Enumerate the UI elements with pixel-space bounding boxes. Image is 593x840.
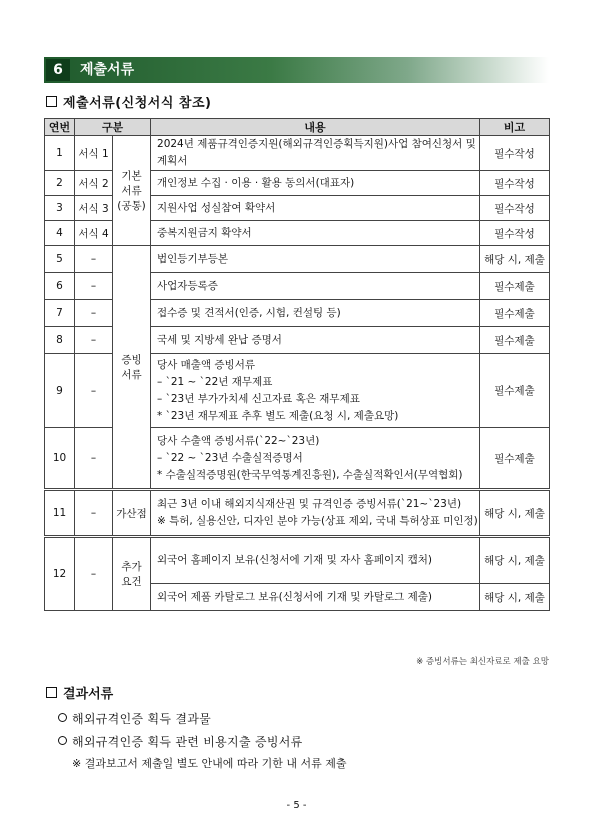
content-line: 법인등기부등본 [157,252,229,265]
row-number: 1 [45,136,75,171]
row-content [151,537,480,584]
row-content [151,221,480,246]
content-line: 외국어 홈페이지 보유(신청서에 기재 및 자사 홈페이지 캡처) [157,554,433,566]
page-number: - 5 - [286,800,307,811]
content-line: 2024년 제품규격인증지원(해외규격인증획득지원)사업 참여신청서 및 계획서 [157,138,476,167]
row-form: – [75,246,113,273]
row-remark: 필수제출 [480,327,550,354]
row-form: 서식 4 [75,221,113,246]
row-form: – [75,354,113,428]
row-remark: 필수작성 [480,136,550,171]
row-remark: 필수제출 [480,354,550,428]
result-heading [46,683,113,702]
row-number: 9 [45,354,75,428]
row-content [151,490,480,537]
row-content [151,136,480,171]
row-content [151,273,480,300]
circle-bullet-icon [58,713,67,722]
section-title: 제출서류 [80,62,135,78]
result-item: 해외규격인증 획득 결과물 [58,710,211,727]
content-line: 접수증 및 견적서(인증, 시험, 컨설팅 등) [157,306,341,319]
row-number: 10 [45,428,75,490]
row-content [151,327,480,354]
content-line: 국세 및 지방세 완납 증명서 [157,333,282,346]
group-evidence: 증빙 서류 [113,246,151,490]
row-remark: 필수제출 [480,428,550,490]
result-item: 해외규격인증 획득 관련 비용지출 증빙서류 [58,733,303,750]
header-no: 연번 [45,119,75,136]
table-row [45,490,550,537]
header-content: 내용 [151,119,480,136]
header-remark: 비고 [480,119,550,136]
row-form: 서식 3 [75,196,113,221]
row-number: 6 [45,273,75,300]
table-footnote: ※ 증빙서류는 최신자료로 제출 요망 [416,657,549,667]
row-remark: 필수작성 [480,196,550,221]
row-form: – [75,490,113,537]
content-line: – `23년 부가가치세 신고자료 혹은 재무제표 [157,392,360,405]
row-remark: 해당 시, 제출 [480,246,550,273]
row-number: 3 [45,196,75,221]
submit-heading [46,92,212,111]
row-content [151,300,480,327]
result-note: ※ 결과보고서 제출일 별도 안내에 따라 기한 내 서류 제출 [72,757,347,770]
content-line: 당사 매출액 증빙서류 [157,358,255,371]
content-line: 개인정보 수집 · 이용 · 활용 동의서(대표자) [157,176,355,189]
content-line: 외국어 제품 카탈로그 보유(신청서에 기재 및 카탈로그 제출) [157,590,433,603]
row-remark: 필수작성 [480,171,550,196]
row-remark: 필수제출 [480,273,550,300]
checkbox-square-icon [46,687,57,698]
row-content [151,171,480,196]
row-remark: 필수작성 [480,221,550,246]
row-form: – [75,327,113,354]
group-bonus: 가산점 [113,490,151,537]
row-content [151,428,480,490]
section-number: 6 [46,59,70,81]
table-row [45,136,550,171]
content-line: 당사 수출액 증빙서류(`22~`23년) [157,434,320,447]
row-form: 서식 2 [75,171,113,196]
row-remark: 해당 시, 제출 [480,490,550,537]
row-number: 11 [45,490,75,537]
row-number: 7 [45,300,75,327]
row-number: 4 [45,221,75,246]
row-content [151,354,480,428]
content-line: – `22 ~ `23년 수출실적증명서 [157,451,303,464]
submit-heading-text: 제출서류(신청서식 참조) [63,96,212,111]
table-row [45,246,550,273]
row-number: 2 [45,171,75,196]
row-remark: 필수제출 [480,300,550,327]
row-content [151,584,480,611]
result-heading-text: 결과서류 [63,687,114,702]
row-content [151,246,480,273]
content-line: * `23년 재무제표 추후 별도 제출(요청 시, 제출요망) [157,409,399,422]
content-line: * 수출실적증명원(한국무역통계진흥원), 수출실적확인서(무역협회) [157,468,463,481]
row-remark: 해당 시, 제출 [480,537,550,584]
row-form: – [75,428,113,490]
checkbox-square-icon [46,96,57,107]
row-content [151,196,480,221]
content-line: 최근 3년 이내 해외지식재산권 및 규격인증 증빙서류(`21~`23년) [157,498,462,510]
row-form: – [75,300,113,327]
circle-bullet-icon [58,736,67,745]
row-number: 8 [45,327,75,354]
row-form: – [75,273,113,300]
submission-table [44,118,550,611]
table-row [45,537,550,584]
row-form: – [75,537,113,611]
group-additional: 추가 요건 [113,537,151,611]
content-line: 사업자등록증 [157,279,218,292]
row-number: 5 [45,246,75,273]
row-number: 12 [45,537,75,611]
content-line: 지원사업 성실참여 확약서 [157,201,276,214]
row-form: 서식 1 [75,136,113,171]
row-remark: 해당 시, 제출 [480,584,550,611]
content-line: ※ 특허, 실용신안, 디자인 분야 가능(상표 제외, 국내 특허상표 미인정) [157,515,478,527]
content-line: – `21 ~ `22년 재무제표 [157,375,273,388]
content-line: 중복지원금지 확약서 [157,226,252,239]
group-basic: 기본 서류 (공통) [113,136,151,246]
header-category: 구분 [75,119,151,136]
